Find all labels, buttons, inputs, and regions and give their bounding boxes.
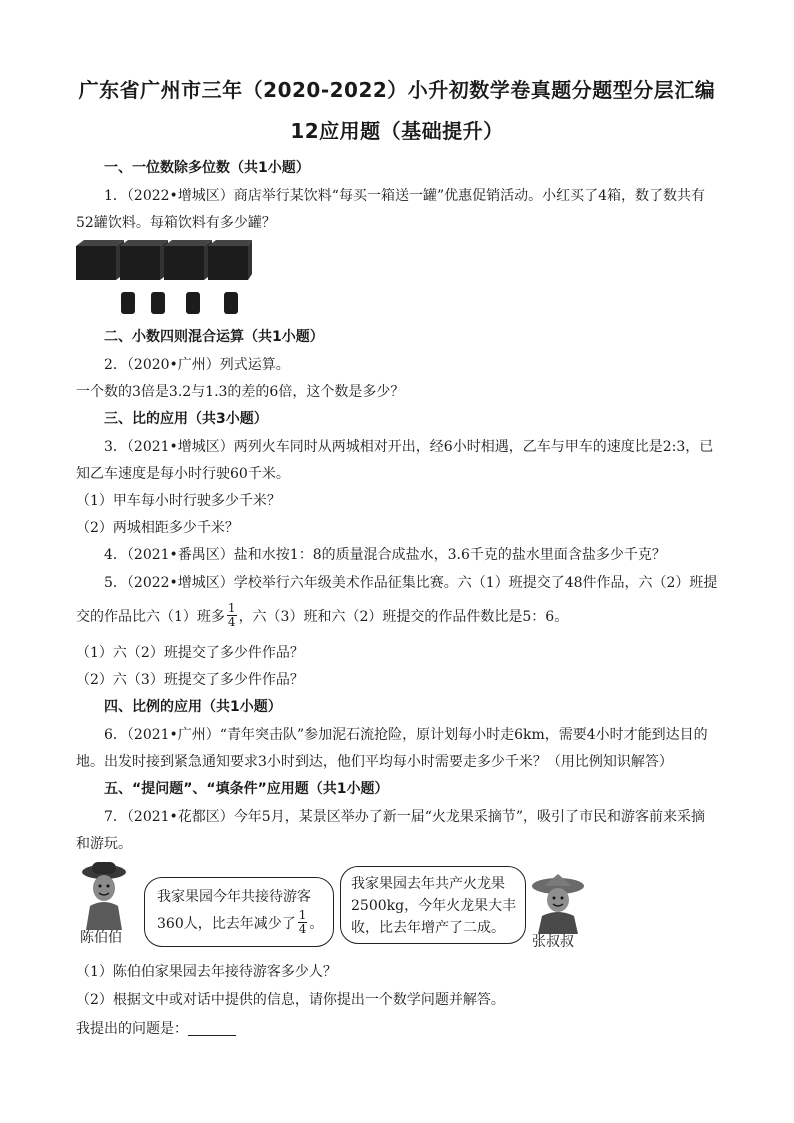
fraction-numerator: 1 [227,601,236,615]
question-3-sub2: （2）两城相距多少千米？ [76,520,239,536]
section-heading-5: 五、“提问题”、“填条件”应用题（共1小题） [104,781,389,797]
question-3-sub1: （1）甲车每小时行驶多少千米？ [76,493,281,509]
question-5-line2 [76,601,569,630]
section-heading-4: 四、比例的应用（共1小题） [104,699,282,715]
question-7-sub1: （1）陈伯伯家果园去年接待游客多少人？ [76,964,337,980]
question-7-ask [76,1021,236,1036]
section-heading-3: 三、比的应用（共3小题） [104,411,268,427]
drink-can-icon [121,292,135,314]
drink-box-icon [164,240,212,280]
question-1-line1: 1．（2022•增城区）商店举行某饮料“每买一箱送一罐”优惠促销活动。小红买了4箱，数了数共有 [104,188,706,204]
question-3-line1: 3．（2021•增城区）两列火车同时从两城相对开出，经6小时相遇，乙车与甲车的速度比是2:3，已 [104,439,714,455]
question-6-line1: 6．（2021•广州）“青年突击队”参加泥石流抢险，原计划每小时走6km，需要4小时才能到达目的 [104,727,708,743]
question-4-line1: 4．（2021•番禺区）盐和水按1：8的质量混合成盐水，3.6千克的盐水里面含盐多少千克？ [104,547,666,563]
bubble-chen-period: 。 [309,916,324,933]
drink-boxes-illustration [74,240,254,318]
bubble-chen-line2-wrap [157,908,324,938]
answer-blank[interactable] [188,1021,236,1036]
question-2-line1: 2．（2020•广州）列式运算。 [104,357,290,373]
bubble-chen-line1: 我家果园今年共接待游客 [157,889,311,905]
drink-can-icon [186,292,200,314]
question-5-line1: 5．（2022•增城区）学校举行六年级美术作品征集比赛。六（1）班提交了48件作品，六（2）班提 [104,575,718,591]
fraction-one-quarter [227,602,237,628]
doc-title-line1: 广东省广州市三年（2020-2022）小升初数学卷真题分题型分层汇编 [78,78,716,102]
question-7-line2: 和游玩。 [76,836,132,852]
section-heading-1: 一、一位数除多位数（共1小题） [104,160,310,176]
section-heading-2: 二、小数四则混合运算（共1小题） [104,329,324,345]
question-6-line2: 地。出发时接到紧急通知要求3小时到达，他们平均每小时需要走多少千米？（用比例知识解答） [76,754,673,770]
speech-bubble-chen [144,877,334,947]
bubble-zhang-line3: 收，比去年增产了二成。 [351,920,505,936]
question-3-line2: 知乙车速度是每小时行驶60千米。 [76,466,290,482]
doc-title-line2: 12应用题（基础提升） [290,119,504,143]
farmer-chen-icon [80,860,128,930]
question-7-sub2: （2）根据文中或对话中提供的信息，请你提出一个数学问题并解答。 [76,992,505,1008]
question-5-line2-end: ，六（3）班和六（2）班提交的作品件数比是5：6。 [238,609,569,626]
fraction-denominator: 4 [298,921,307,936]
question-1-line2: 52罐饮料。每箱饮料有多少罐？ [76,215,276,231]
question-5-sub2: （2）六（3）班提交了多少件作品？ [76,672,304,688]
fraction-numerator: 1 [298,908,307,922]
question-5-line2-start: 交的作品比六（1）班多 [76,609,225,626]
question-7-line1: 7．（2021•花都区）今年5月，某景区举办了新一届“火龙果采摘节”，吸引了市民和游客前来采摘 [104,809,706,825]
question-2-line2: 一个数的3倍是3.2与1.3的差的6倍，这个数是多少？ [76,384,405,400]
bubble-chen-line2: 360人，比去年减少了 [157,916,296,933]
name-zhang: 张叔叔 [532,934,574,950]
question-5-sub1: （1）六（2）班提交了多少件作品？ [76,645,304,661]
drink-can-icon [224,292,238,314]
name-chen: 陈伯伯 [80,930,122,946]
bubble-zhang-line1: 我家果园去年共产火龙果 [351,876,505,892]
drink-box-icon [208,240,252,280]
drink-can-icon [151,292,165,314]
question-7-ask-label: 我提出的问题是： [76,1021,188,1037]
speech-bubble-zhang [340,866,526,944]
fraction-denominator: 4 [227,614,236,629]
farmer-zhang-icon [530,872,586,934]
bubble-zhang-line2: 2500kg，今年火龙果大丰 [351,898,517,914]
drink-box-icon [120,240,168,280]
drink-box-icon [76,240,124,280]
fraction-one-quarter [298,909,308,935]
